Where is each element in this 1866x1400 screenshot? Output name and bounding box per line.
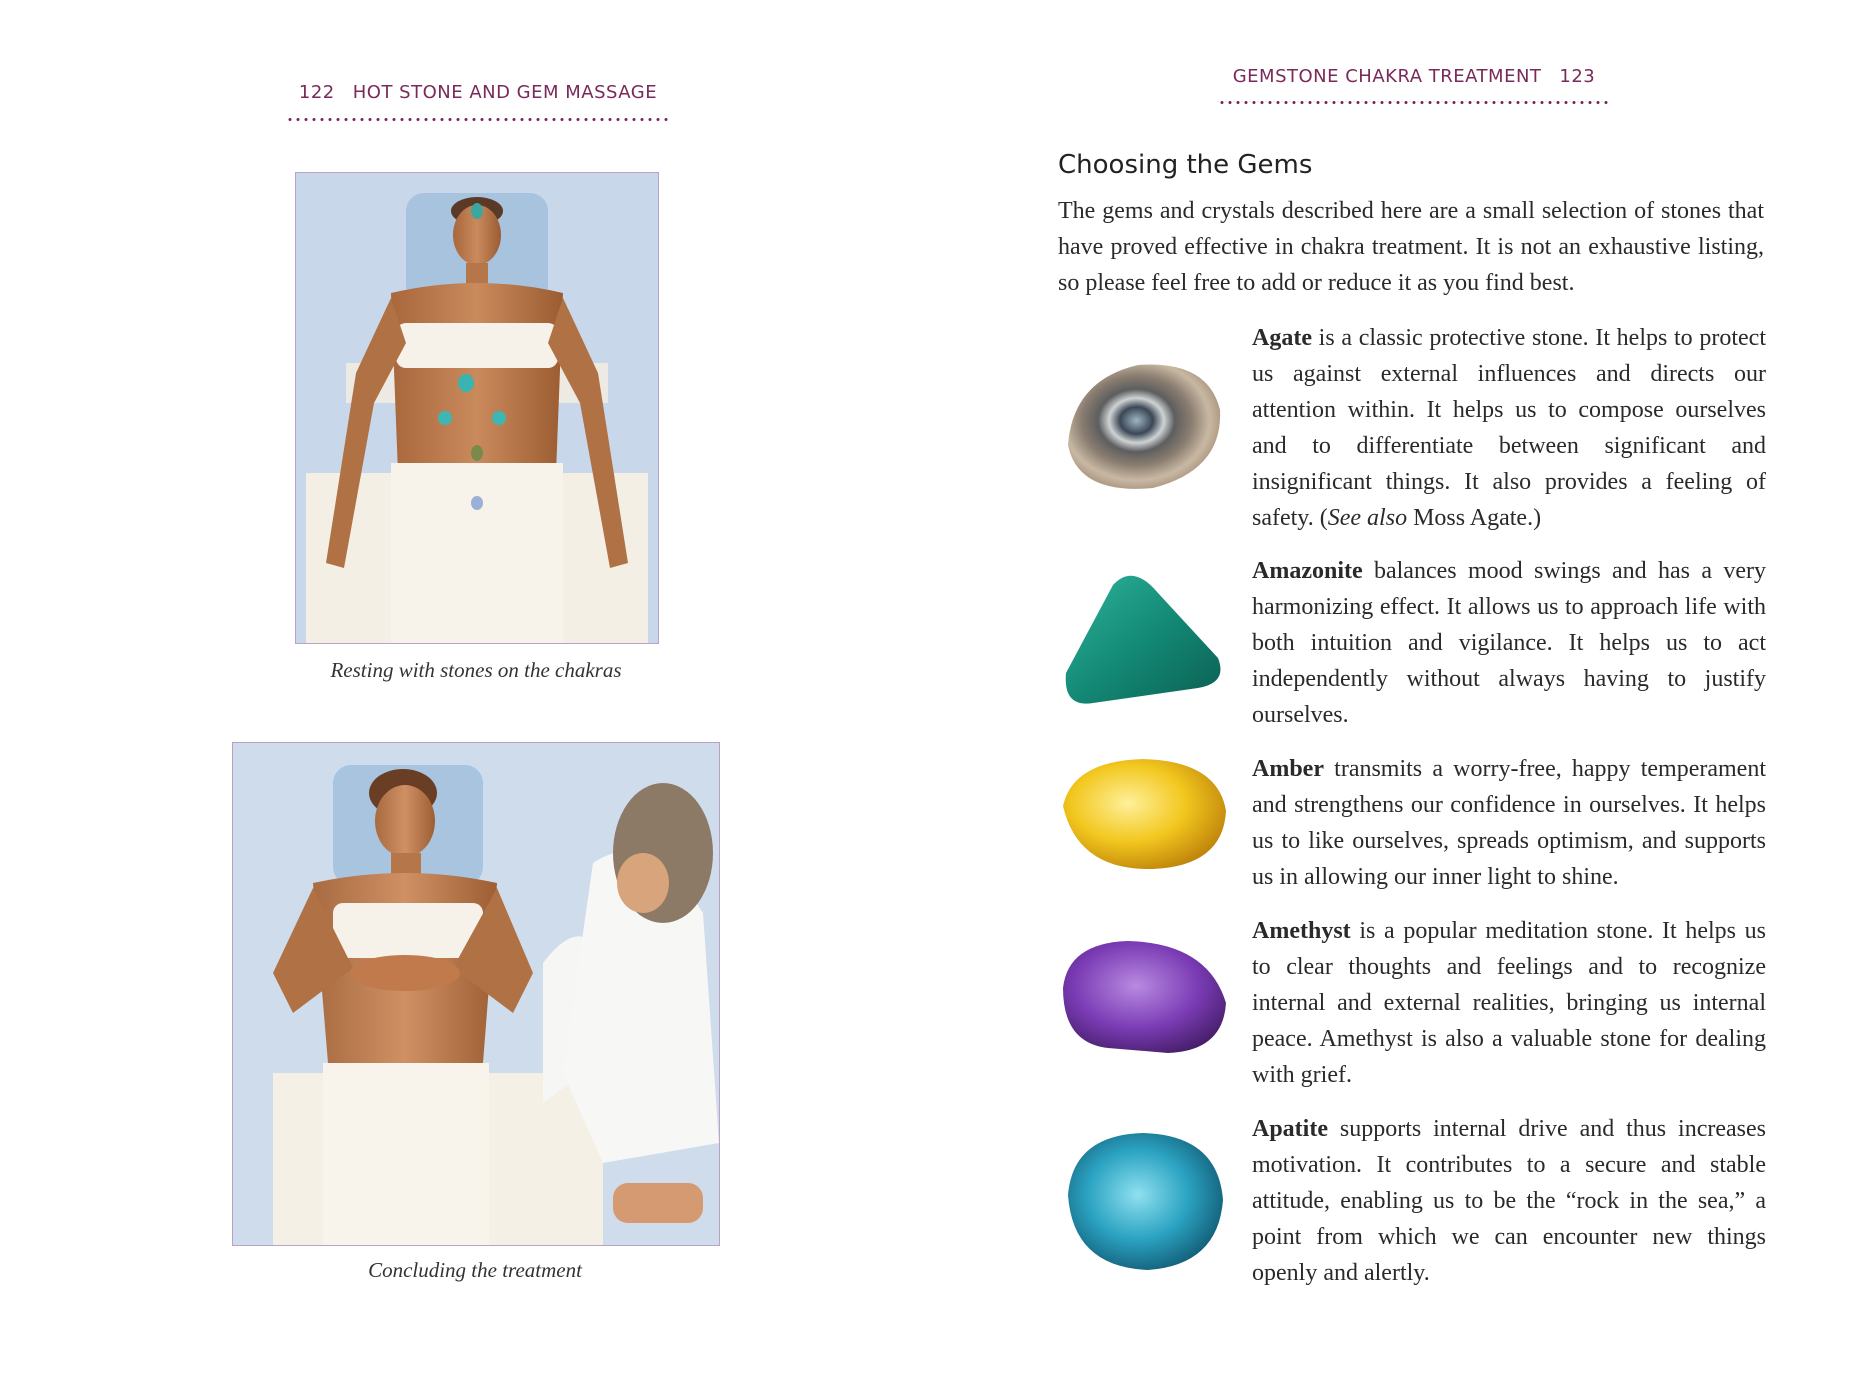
agate-stone-image <box>1058 350 1228 500</box>
gem-entry-amethyst <box>1058 913 1766 1093</box>
gem-entry-amazonite <box>1058 553 1766 733</box>
right-running-head <box>1218 66 1610 87</box>
amazonite-stone-image <box>1058 563 1228 713</box>
gem-entry-apatite <box>1058 1111 1766 1291</box>
gem-name: Amethyst <box>1252 918 1351 944</box>
gem-entry-agate <box>1058 320 1766 536</box>
amber-stone-image <box>1058 751 1228 881</box>
gem-name: Amazonite <box>1252 558 1363 584</box>
left-page-number: 122 <box>298 82 335 103</box>
gem-description: Agate is a classic protective stone. It helps to protect us against external influences and directs our attention within. It helps us to compose ourselves and to differentiate between significant and insignificant things. It also provides a feeling of safety. (See also Moss Agate.) <box>1252 325 1766 531</box>
right-page-number: 123 <box>1559 66 1596 87</box>
intro-paragraph: The gems and crystals described here are a small selection of stones that have proved effective in chakra treatment. It is not an exhaustive listing, so please feel free to add or reduce it as you find best. <box>1058 198 1764 296</box>
see-also-label: See also <box>1327 505 1408 531</box>
right-head-rule <box>1218 101 1610 104</box>
figure-caption: Concluding the treatment <box>368 1258 582 1282</box>
section-heading: Choosing the Gems <box>1058 150 1313 180</box>
right-running-title: GEMSTONE CHAKRA TREATMENT <box>1232 66 1542 87</box>
gem-description: Amber transmits a worry-free, happy temperament and strengthens our confidence in ourselves. It helps us to like ourselves, spreads optimism, and supports us in allowing our inner light to shine. <box>1252 756 1766 890</box>
gem-entry-amber <box>1058 751 1766 901</box>
photo-resting-with-stones <box>295 172 659 644</box>
gem-name: Amber <box>1252 756 1324 782</box>
gem-description: Apatite supports internal drive and thus increases motivation. It contributes to a secure and stable attitude, enabling us to be the “rock in the sea,” a point from which we can encounter new things openly and alertly. <box>1252 1116 1766 1286</box>
gem-description: Amazonite balances mood swings and has a very harmonizing effect. It allows us to approach life with both intuition and vigilance. It helps us to act independently without always having to justify ourselves. <box>1252 558 1766 728</box>
left-head-rule <box>286 118 670 121</box>
left-running-title: HOT STONE AND GEM MASSAGE <box>352 82 658 103</box>
gem-description: Amethyst is a popular meditation stone. It helps us to clear thoughts and feelings and to recognize internal and external realities, bringing us internal peace. Amethyst is also a valuable stone for dealing with grief. <box>1252 918 1766 1088</box>
gem-name: Agate <box>1252 325 1312 351</box>
apatite-stone-image <box>1058 1125 1228 1275</box>
gem-name: Apatite <box>1252 1116 1328 1142</box>
left-running-head <box>286 82 670 103</box>
figure-caption: Resting with stones on the chakras <box>330 658 622 682</box>
photo-concluding-treatment <box>232 742 720 1246</box>
amethyst-stone-image <box>1058 933 1228 1063</box>
